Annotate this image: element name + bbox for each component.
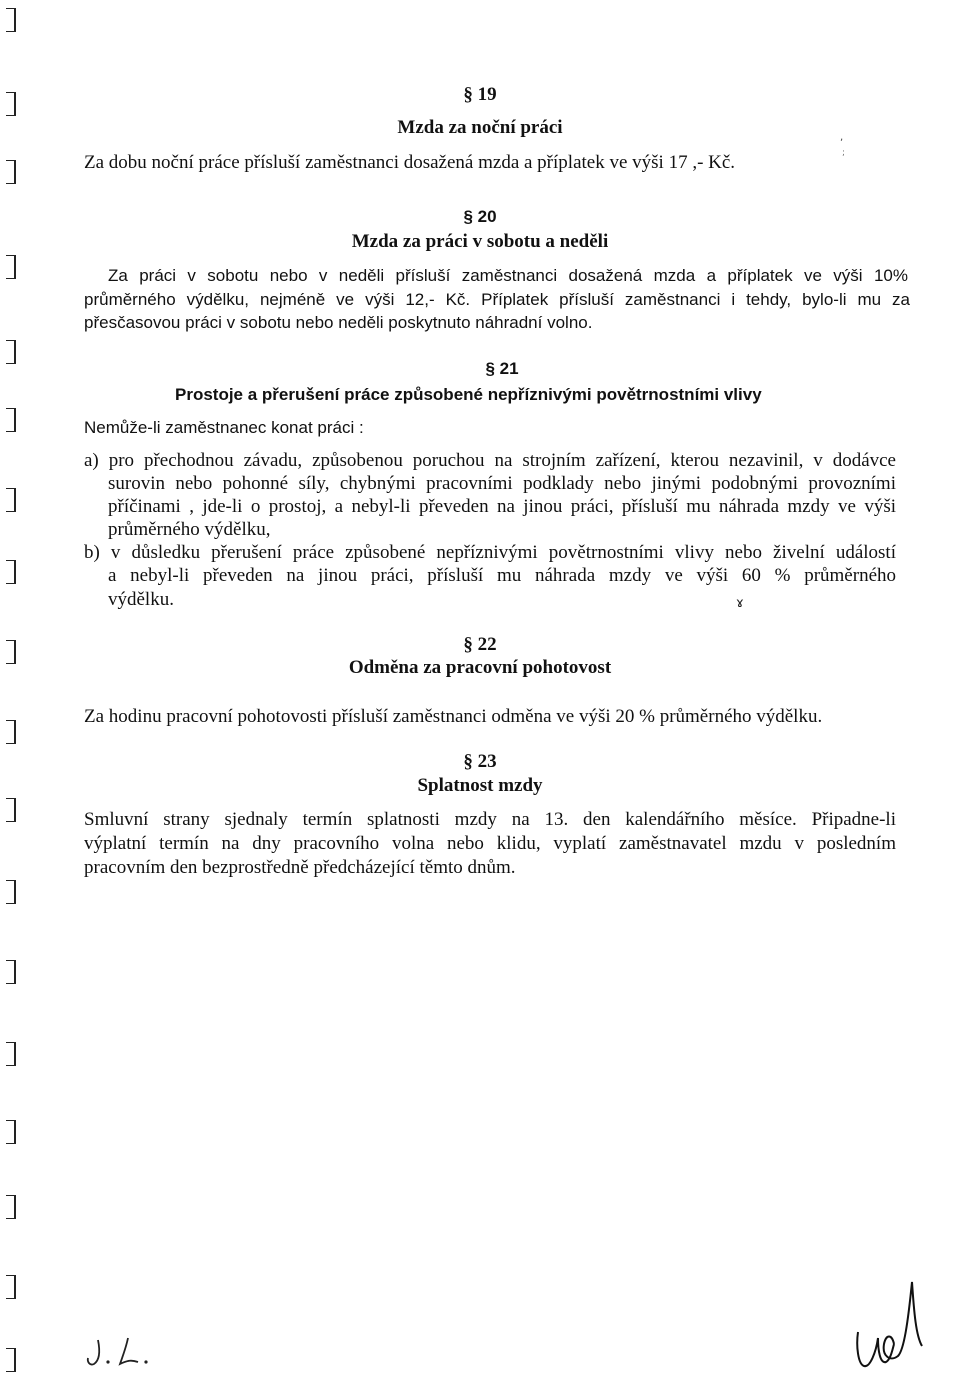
scan-edge-mark	[6, 340, 16, 364]
section-23-line-3: pracovním den bezprostředně předcházející těmto dnům.	[84, 857, 516, 878]
section-20-line-2: průměrného výdělku, nejméně ve výši 12,- Kč. Příplatek přísluší zaměstnanci i tehdy, bylo-li mu za	[84, 290, 910, 309]
section-21-number: § 21	[485, 359, 519, 378]
section-19-number: § 19	[463, 84, 497, 105]
section-21-item-b-line-2: a nebyl-li převeden na jinou práci, přísluší mu náhrada mzdy ve výši 60 % průměrného	[108, 565, 896, 586]
scan-edge-mark	[6, 880, 16, 904]
section-21-intro: Nemůže-li zaměstnanec konat práci :	[84, 418, 364, 437]
section-21-item-b-line-3: výdělku.	[108, 589, 174, 610]
scan-edge-mark	[6, 1348, 16, 1372]
scan-edge-mark	[6, 488, 16, 512]
section-23-title: Splatnost mzdy	[417, 775, 543, 796]
section-19-text: Za dobu noční práce přísluší zaměstnanci dosažená mzda a příplatek ve výši 17 ,- Kč.	[84, 152, 736, 173]
scan-speck: ɤ	[736, 596, 744, 611]
section-23-line-2: výplatní termín na dny pracovního volna nebo klidu, vyplatí zaměstnavatel mzdu v posledním	[84, 833, 896, 854]
section-21-item-a-line-4: průměrného výdělku,	[108, 519, 271, 540]
section-20-line-1: Za práci v sobotu nebo v neděli přísluší zaměstnanci dosažená mzda a příplatek ve výši 10%	[108, 266, 908, 285]
section-21-title: Prostoje a přerušení práce způsobené nepříznivými povětrnostními vlivy	[175, 385, 762, 404]
scan-edge-mark	[6, 1042, 16, 1066]
scan-speck: ;	[842, 148, 846, 158]
section-20-line-3: přesčasovou práci v sobotu nebo neděli poskytnuto náhradní volno.	[84, 313, 593, 332]
scan-edge-mark	[6, 960, 16, 984]
section-22-text: Za hodinu pracovní pohotovosti přísluší zaměstnanci odměna ve výši 20 % průměrného výdělku.	[84, 706, 823, 727]
scan-edge-mark	[6, 1120, 16, 1144]
section-22-number: § 22	[463, 634, 497, 655]
section-20-number: § 20	[463, 207, 497, 226]
handwritten-initials-left	[84, 1330, 174, 1374]
scan-edge-mark	[6, 798, 16, 822]
scan-edge-mark	[6, 720, 16, 744]
section-22-title: Odměna za pracovní pohotovost	[348, 657, 612, 678]
section-21-item-b-line-1: b) v důsledku přerušení práce způsobené nepříznivými povětrnostními vlivy nebo živelní událostí	[84, 542, 896, 563]
section-19-title: Mzda za noční práci	[397, 117, 563, 138]
scan-edge-mark	[6, 255, 16, 279]
section-23-number: § 23	[463, 751, 497, 772]
section-20-title: Mzda za práci v sobotu a neděli	[351, 231, 609, 252]
scan-edge-mark	[6, 408, 16, 432]
scan-edge-mark	[6, 560, 16, 584]
handwritten-initials-right	[840, 1272, 940, 1382]
scan-edge-mark	[6, 1275, 16, 1299]
section-21-item-a-line-3: příčinami , jde-li o prostoj, a nebyl-li převeden na jinou práci, přísluší mu náhrada mzdy ve výši	[108, 496, 896, 517]
scan-speck: ,	[840, 132, 844, 143]
section-23-line-1: Smluvní strany sjednaly termín splatnosti mzdy na 13. den kalendářního měsíce. Připadne-li	[84, 809, 896, 830]
scan-edge-mark	[6, 1195, 16, 1219]
section-21-item-a-line-1: a) pro přechodnou závadu, způsobenou poruchou na strojním zařízení, kterou nezavinil, v dodávce	[84, 450, 896, 471]
scan-edge-mark	[6, 8, 16, 32]
section-21-item-a-line-2: surovin nebo pohonné síly, chybnými pracovními podklady nebo jinými podobnými provozními	[108, 473, 896, 494]
scan-edge-mark	[6, 160, 16, 184]
